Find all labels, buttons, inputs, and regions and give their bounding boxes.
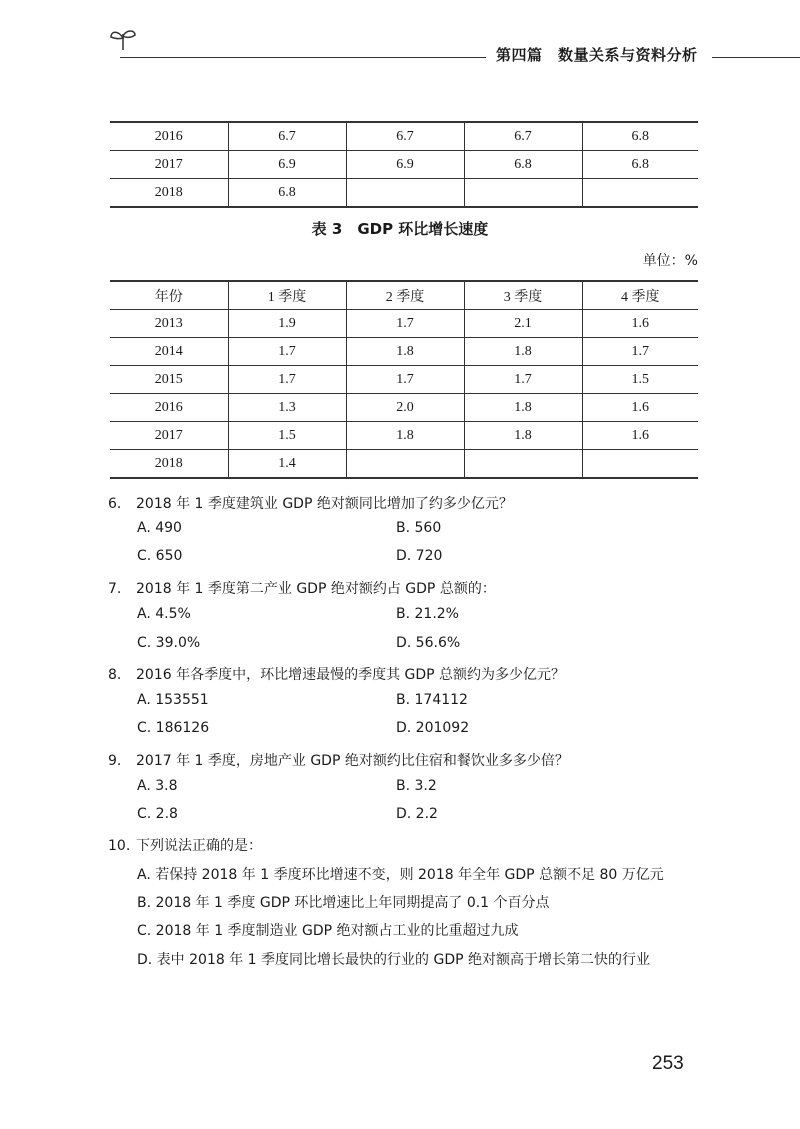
value-cell: 6.7 (464, 122, 582, 151)
option-a[interactable]: A. 3.8 (137, 778, 178, 794)
table-row (110, 338, 698, 366)
question-8 (108, 664, 565, 684)
value-cell: 6.8 (582, 151, 698, 179)
option-c[interactable]: C. 39.0% (137, 635, 201, 651)
table-row (110, 422, 698, 450)
question-number: 8. (108, 667, 122, 683)
value-cell (464, 450, 582, 479)
value-cell: 6.8 (228, 179, 346, 208)
value-cell: 1.7 (464, 366, 582, 394)
option-b[interactable]: B. 174112 (396, 692, 468, 708)
header-cell: 1 季度 (228, 281, 346, 310)
header-cell: 4 季度 (582, 281, 698, 310)
value-cell: 6.9 (228, 151, 346, 179)
value-cell: 6.8 (582, 122, 698, 151)
page-number: 253 (652, 1053, 684, 1074)
value-cell: 1.7 (582, 338, 698, 366)
year-cell: 2017 (110, 151, 228, 179)
value-cell (582, 450, 698, 479)
header-rule-left (120, 57, 486, 58)
value-cell (346, 179, 464, 208)
table-row (110, 394, 698, 422)
option-a[interactable]: A. 4.5% (137, 606, 191, 622)
value-cell: 1.9 (228, 310, 346, 338)
value-cell: 1.6 (582, 394, 698, 422)
value-cell: 1.3 (228, 394, 346, 422)
question-text: 2017 年 1 季度，房地产业 GDP 绝对额约比住宿和餐饮业多多少倍？ (136, 753, 569, 769)
value-cell: 1.6 (582, 422, 698, 450)
table-header-row (110, 281, 698, 310)
value-cell: 1.4 (228, 450, 346, 479)
value-cell: 2.0 (346, 394, 464, 422)
question-number: 7. (108, 581, 122, 597)
year-cell: 2013 (110, 310, 228, 338)
option-b[interactable]: B. 21.2% (396, 606, 459, 622)
option-a[interactable]: A. 153551 (137, 692, 209, 708)
question-number: 6. (108, 496, 122, 512)
year-cell: 2016 (110, 122, 228, 151)
option-c[interactable]: C. 2.8 (137, 806, 178, 822)
sprout-icon (108, 26, 138, 52)
value-cell: 1.7 (346, 310, 464, 338)
table-row (110, 450, 698, 479)
value-cell (346, 450, 464, 479)
table-2-continuation (110, 121, 698, 208)
year-cell: 2014 (110, 338, 228, 366)
question-text: 下列说法正确的是： (136, 838, 262, 854)
value-cell: 6.7 (346, 122, 464, 151)
option-b[interactable]: B. 560 (396, 520, 442, 536)
question-7 (108, 578, 496, 598)
section-title: 第四篇 数量关系与资料分析 (496, 46, 698, 64)
value-cell: 1.8 (464, 422, 582, 450)
option-c[interactable]: C. 186126 (137, 720, 210, 736)
value-cell: 1.8 (464, 394, 582, 422)
year-cell: 2018 (110, 179, 228, 208)
value-cell: 1.5 (582, 366, 698, 394)
header-cell: 年份 (110, 281, 228, 310)
question-text: 2016 年各季度中，环比增速最慢的季度其 GDP 总额约为多少亿元？ (136, 667, 566, 683)
option-a[interactable]: A. 490 (137, 520, 182, 536)
option-d[interactable]: D. 2.2 (396, 806, 438, 822)
table-row (110, 179, 698, 208)
option-c[interactable]: C. 650 (137, 548, 183, 564)
header-rule-right (712, 57, 800, 58)
value-cell: 1.6 (582, 310, 698, 338)
year-cell: 2018 (110, 450, 228, 479)
year-cell: 2015 (110, 366, 228, 394)
table-row (110, 122, 698, 151)
value-cell: 1.8 (464, 338, 582, 366)
header-cell: 2 季度 (346, 281, 464, 310)
table-row (110, 310, 698, 338)
value-cell: 6.7 (228, 122, 346, 151)
table-3-caption: 表 3 GDP 环比增长速度 (311, 220, 489, 238)
value-cell: 1.7 (346, 366, 464, 394)
question-text: 2018 年 1 季度建筑业 GDP 绝对额同比增加了约多少亿元？ (136, 496, 513, 512)
question-10 (108, 835, 262, 855)
value-cell (464, 179, 582, 208)
option-d[interactable]: D. 201092 (396, 720, 470, 736)
value-cell: 6.8 (464, 151, 582, 179)
value-cell: 1.8 (346, 422, 464, 450)
table-row (110, 366, 698, 394)
value-cell: 1.8 (346, 338, 464, 366)
value-cell: 6.9 (346, 151, 464, 179)
option-c[interactable]: C. 2018 年 1 季度制造业 GDP 绝对额占工业的比重超过九成 (137, 923, 519, 939)
option-b[interactable]: B. 3.2 (396, 778, 437, 794)
question-number: 10. (108, 838, 131, 854)
question-6 (108, 493, 513, 513)
table-3-unit: 单位：% (642, 253, 698, 269)
option-d[interactable]: D. 56.6% (396, 635, 461, 651)
value-cell: 1.7 (228, 338, 346, 366)
value-cell (582, 179, 698, 208)
option-d[interactable]: D. 720 (396, 548, 443, 564)
question-9 (108, 750, 569, 770)
value-cell: 1.7 (228, 366, 346, 394)
table-3 (110, 280, 698, 479)
value-cell: 1.5 (228, 422, 346, 450)
option-d[interactable]: D. 表中 2018 年 1 季度同比增长最快的行业的 GDP 绝对额高于增长第二快的行业 (137, 952, 650, 968)
header-cell: 3 季度 (464, 281, 582, 310)
year-cell: 2017 (110, 422, 228, 450)
table-row (110, 151, 698, 179)
question-number: 9. (108, 753, 122, 769)
value-cell: 2.1 (464, 310, 582, 338)
option-a[interactable]: A. 若保持 2018 年 1 季度环比增速不变，则 2018 年全年 GDP 总额不足 80 万亿元 (137, 867, 664, 883)
question-text: 2018 年 1 季度第二产业 GDP 绝对额约占 GDP 总额的： (136, 581, 496, 597)
year-cell: 2016 (110, 394, 228, 422)
option-b[interactable]: B. 2018 年 1 季度 GDP 环比增速比上年同期提高了 0.1 个百分点 (137, 895, 550, 911)
